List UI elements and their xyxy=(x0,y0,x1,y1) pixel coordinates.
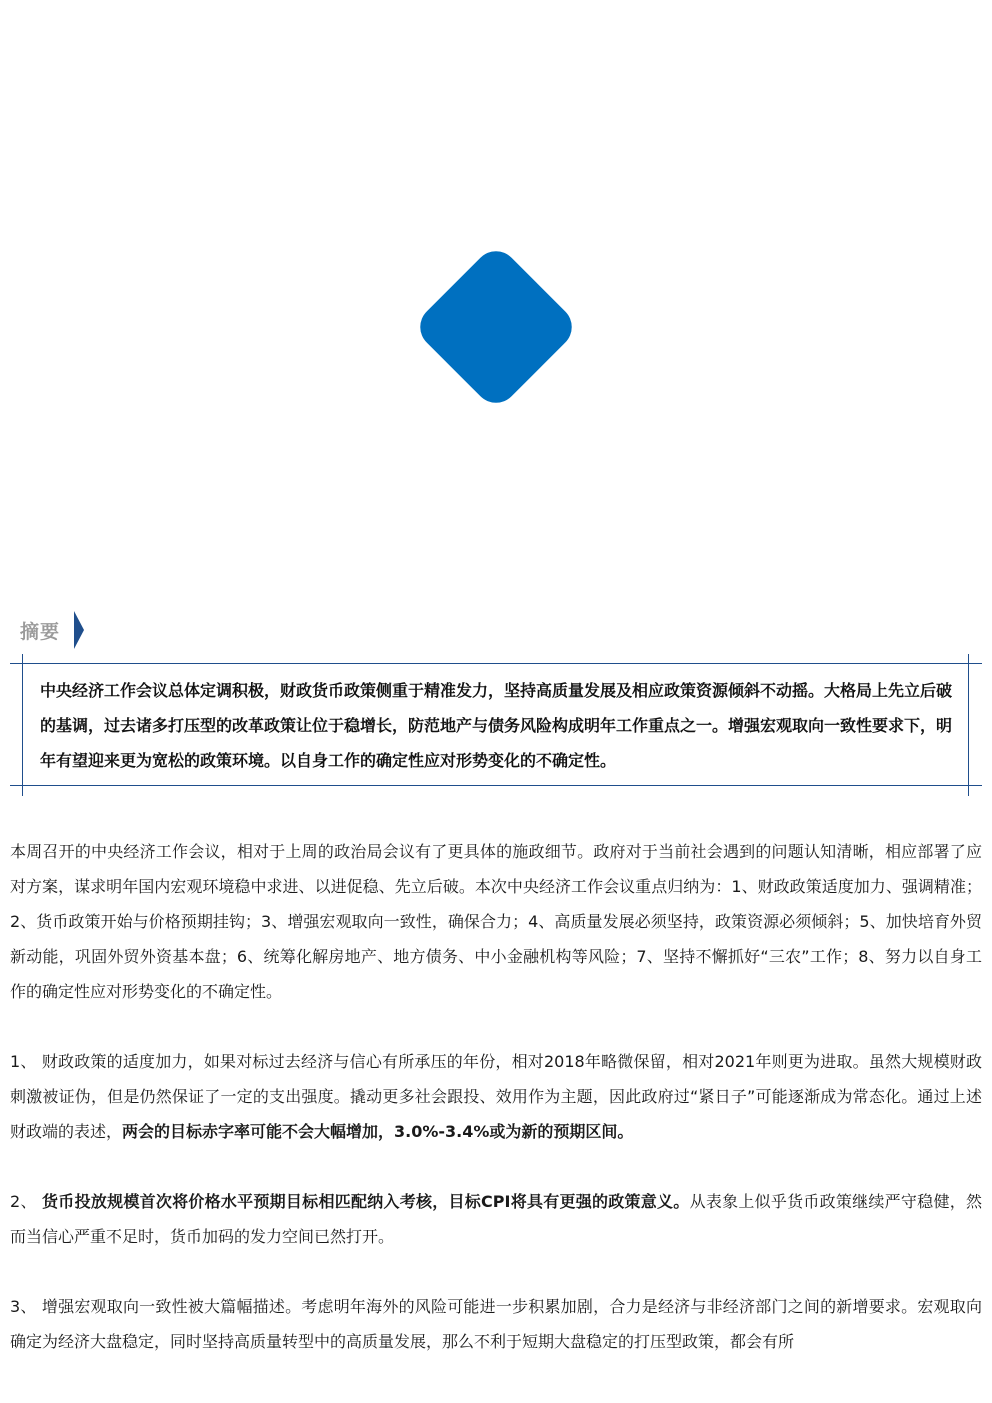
abstract-bottom-border xyxy=(10,785,982,786)
abstract-header xyxy=(20,612,84,648)
logo-diamond-icon xyxy=(411,242,581,412)
abstract-left-border xyxy=(22,654,23,796)
paragraph-2-text: 从表象上似乎货币政策继续严守稳健，然而当信心严重不足时，货币加码的发力空间已然打开。 xyxy=(10,1192,982,1246)
body-text xyxy=(10,834,982,1394)
paragraph-1 xyxy=(10,1044,982,1149)
paragraph-intro: 本周召开的中央经济工作会议，相对于上周的政治局会议有了更具体的施政细节。政府对于当前社会遇到的问题认知清晰，相应部署了应对方案，谋求明年国内宏观环境稳中求进、以进促稳、先立后破。本次中央经济工作会议重点归纳为：1、财政政策适度加力、强调精准；2、货币政策开始与价格预期挂钩；3、增强宏观取向一致性，确保合力；4、高质量发展必须坚持，政策资源必须倾斜；5、加快培育外贸新动能，巩固外贸外资基本盘；6、统筹化解房地产、地方债务、中小金融机构等风险；7、坚持不懈抓好“三农”工作；8、努力以自身工作的确定性应对形势变化的不确定性。 xyxy=(10,842,982,1001)
paragraph-3: 3、 增强宏观取向一致性被大篇幅描述。考虑明年海外的风险可能进一步积累加剧，合力是经济与非经济部门之间的新增要求。宏观取向确定为经济大盘稳定，同时坚持高质量转型中的高质量发展，那么不利于短期大盘稳定的打压型政策，都会有所 xyxy=(10,1297,982,1351)
paragraph-1-text: 1、 财政政策的适度加力，如果对标过去经济与信心有所承压的年份，相对2018年略微保留，相对2021年则更为进取。虽然大规模财政刺激被证伪，但是仍然保证了一定的支出强度。撬动更多社会跟投、效用作为主题，因此政府过“紧日子”可能逐渐成为常态化。通过上述财政端的表述， xyxy=(10,1052,982,1141)
abstract-title: 摘要 xyxy=(20,620,61,643)
paragraph-2 xyxy=(10,1184,982,1254)
arrow-right-icon xyxy=(74,611,84,649)
paragraph-2-prefix: 2、 xyxy=(10,1192,43,1211)
paragraph-1-bold: 两会的目标赤字率可能不会大幅增加，3.0%-3.4%或为新的预期区间。 xyxy=(122,1122,634,1141)
paragraph-2-bold: 货币投放规模首次将价格水平预期目标相匹配纳入考核，目标CPI将具有更强的政策意义。 xyxy=(42,1192,690,1211)
abstract-top-border xyxy=(10,663,982,664)
abstract-right-border xyxy=(968,654,969,796)
abstract-text: 中央经济工作会议总体定调积极，财政货币政策侧重于精准发力，坚持高质量发展及相应政策资源倾斜不动摇。大格局上先立后破的基调，过去诸多打压型的改革政策让位于稳增长，防范地产与债务风险构成明年工作重点之一。增强宏观取向一致性要求下，明年有望迎来更为宽松的政策环境。以自身工作的确定性应对形势变化的不确定性。 xyxy=(40,681,953,770)
